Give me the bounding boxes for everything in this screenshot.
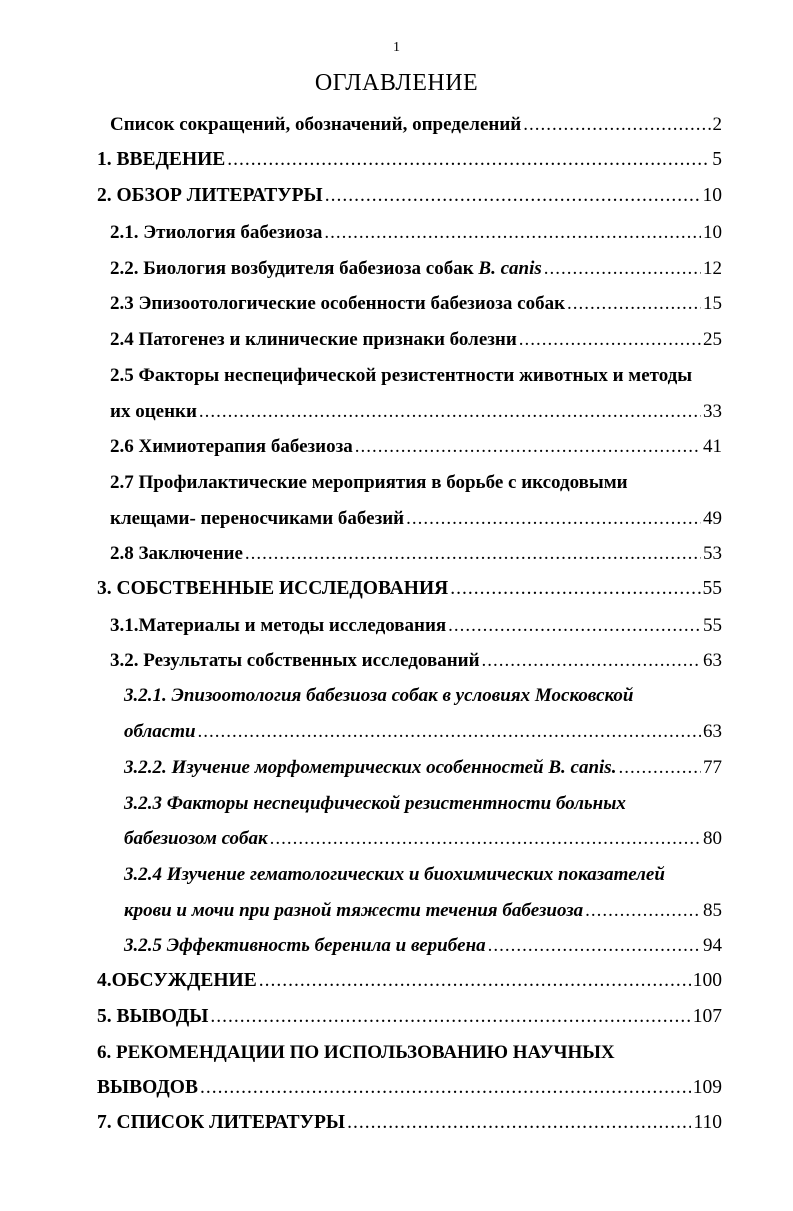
toc-entry-2-6[interactable]: [110, 436, 722, 458]
toc-entry-text: 2.4 Патогенез и клинические признаки болезни: [110, 329, 517, 350]
toc-entry-3-2-1-line1: 3.2.1. Эпизоотология бабезиоза собак в условиях Московской: [124, 685, 634, 706]
toc-leader: [245, 543, 701, 565]
toc-leader: [488, 935, 701, 957]
toc-page: 55: [703, 615, 722, 636]
toc-entry-2-7-line1: 2.7 Профилактические мероприятия в борьбе с иксодовыми: [110, 472, 628, 493]
toc-entry-3-2-1[interactable]: [124, 721, 722, 743]
toc-page: 85: [703, 900, 722, 921]
toc-leader: [198, 721, 701, 743]
toc-entry-text: 1. ВВЕДЕНИЕ: [97, 149, 226, 170]
toc-entry-2-4[interactable]: [110, 329, 722, 351]
toc-entry-text: 2. ОБЗОР ЛИТЕРАТУРЫ: [97, 185, 323, 206]
toc-page: 10: [702, 185, 722, 206]
toc-page: 5: [712, 149, 722, 170]
toc-entry-introduction[interactable]: [97, 149, 722, 171]
toc-page: 100: [692, 970, 722, 991]
page-title: ОГЛАВЛЕНИЕ: [314, 70, 479, 96]
toc-page: 2: [712, 114, 722, 135]
toc-leader: [544, 258, 701, 280]
toc-leader: [227, 149, 710, 171]
toc-entry-text: 2.1. Этиология бабезиоза: [110, 222, 323, 243]
toc-leader: [448, 615, 701, 637]
toc-entry-text: ВЫВОДОВ: [97, 1077, 198, 1098]
toc-entry-own-research[interactable]: [97, 578, 722, 600]
toc-entry-recommendations-line1: 6. РЕКОМЕНДАЦИИ ПО ИСПОЛЬЗОВАНИЮ НАУЧНЫХ: [97, 1042, 615, 1063]
toc-entry-3-2-2[interactable]: [124, 757, 722, 779]
toc-page: 80: [703, 828, 722, 849]
toc-page: 63: [703, 721, 722, 742]
toc-page: 25: [703, 329, 722, 350]
toc-page: 10: [703, 222, 722, 243]
toc-entry-3-2[interactable]: [110, 650, 722, 672]
toc-page: 12: [703, 258, 722, 279]
toc-page: 53: [703, 543, 722, 564]
toc-leader: [355, 436, 701, 458]
toc-leader: [585, 900, 701, 922]
toc-entry-text: 3.2. Результаты собственных исследований: [110, 650, 480, 671]
toc-leader: [259, 970, 691, 992]
toc-entry-text: бабезиозом собак: [124, 828, 268, 849]
toc-entry-2-5-line1: 2.5 Факторы неспецифической резистентности животных и методы: [110, 365, 693, 386]
toc-leader: [210, 1006, 690, 1028]
toc-leader: [567, 293, 701, 315]
toc-entry-text: 2.6 Химиотерапия бабезиоза: [110, 436, 353, 457]
toc-entry-conclusions[interactable]: [97, 1006, 722, 1028]
toc-entry-2-5[interactable]: [110, 401, 722, 423]
toc-entry-3-2-5[interactable]: [124, 935, 722, 957]
toc-entry-discussion[interactable]: [97, 970, 722, 992]
toc-page: 41: [703, 436, 722, 457]
toc-leader: [347, 1112, 691, 1134]
toc-entry-3-2-3[interactable]: [124, 828, 722, 850]
toc-entry-text: 2.3 Эпизоотологические особенности бабезиоза собак: [110, 293, 566, 314]
toc-entry-3-2-4[interactable]: [124, 900, 722, 922]
toc-page: 15: [703, 293, 722, 314]
toc-entry-references[interactable]: [97, 1112, 722, 1134]
toc-entry-2-3[interactable]: [110, 293, 722, 315]
toc-page: 94: [703, 935, 722, 956]
toc-entry-3-2-3-line1: 3.2.3 Факторы неспецифической резистентности больных: [124, 793, 626, 814]
toc-leader: [324, 222, 701, 244]
toc-entry-text: 7. СПИСОК ЛИТЕРАТУРЫ: [97, 1112, 346, 1133]
toc-entry-text: 3.2.2. Изучение морфометрических особенностей B. canis.: [124, 757, 617, 778]
toc-page: 49: [703, 508, 722, 529]
toc-leader: [618, 757, 701, 779]
toc-page: 109: [692, 1077, 722, 1098]
toc-entry-text: клещами- переносчиками бабезий: [110, 508, 405, 529]
toc-entry-3-2-4-line1: 3.2.4 Изучение гематологических и биохимических показателей: [124, 864, 665, 885]
toc-leader: [199, 401, 701, 423]
toc-leader: [523, 114, 710, 136]
toc-entry-text: крови и мочи при разной тяжести течения бабезиоза: [124, 900, 584, 921]
toc-page: 33: [703, 401, 722, 422]
toc-page: 107: [692, 1006, 722, 1027]
toc-leader: [270, 828, 701, 850]
toc-entry-2-1[interactable]: [110, 222, 722, 244]
toc-page: 63: [703, 650, 722, 671]
toc-leader: [482, 650, 701, 672]
toc-entry-abbreviations[interactable]: [110, 114, 722, 136]
toc-entry-3-1[interactable]: [110, 615, 722, 637]
toc-page: 110: [693, 1112, 722, 1133]
toc-entry-text: области: [124, 721, 196, 742]
toc-entry-text: 3.2.5 Эффективность беренила и верибена: [124, 935, 486, 956]
toc-page: 55: [702, 578, 722, 599]
toc-entry-text: 2.2. Биология возбудителя бабезиоза собак B. canis: [110, 258, 542, 279]
toc-entry-text: 3.1.Материалы и методы исследования: [110, 615, 447, 636]
toc-entry-text: 4.ОБСУЖДЕНИЕ: [97, 970, 257, 991]
toc-entry-recommendations[interactable]: [97, 1077, 722, 1099]
toc-entry-2-8[interactable]: [110, 543, 722, 565]
page-number: 1: [393, 40, 400, 55]
toc-entry-2-2[interactable]: [110, 258, 722, 280]
toc-leader: [406, 508, 701, 530]
toc-leader: [200, 1077, 691, 1099]
toc-entry-text: 3. СОБСТВЕННЫЕ ИССЛЕДОВАНИЯ: [97, 578, 449, 599]
toc-page: 77: [703, 757, 722, 778]
toc-entry-2-7[interactable]: [110, 508, 722, 530]
toc-entry-literature-review[interactable]: [97, 185, 722, 207]
toc-leader: [519, 329, 701, 351]
toc-entry-text: их оценки: [110, 401, 197, 422]
toc-entry-text: 2.8 Заключение: [110, 543, 243, 564]
toc-entry-text: Список сокращений, обозначений, определений: [110, 114, 522, 135]
toc-leader: [450, 578, 700, 600]
toc-entry-text: 5. ВЫВОДЫ: [97, 1006, 209, 1027]
toc-leader: [325, 185, 701, 207]
